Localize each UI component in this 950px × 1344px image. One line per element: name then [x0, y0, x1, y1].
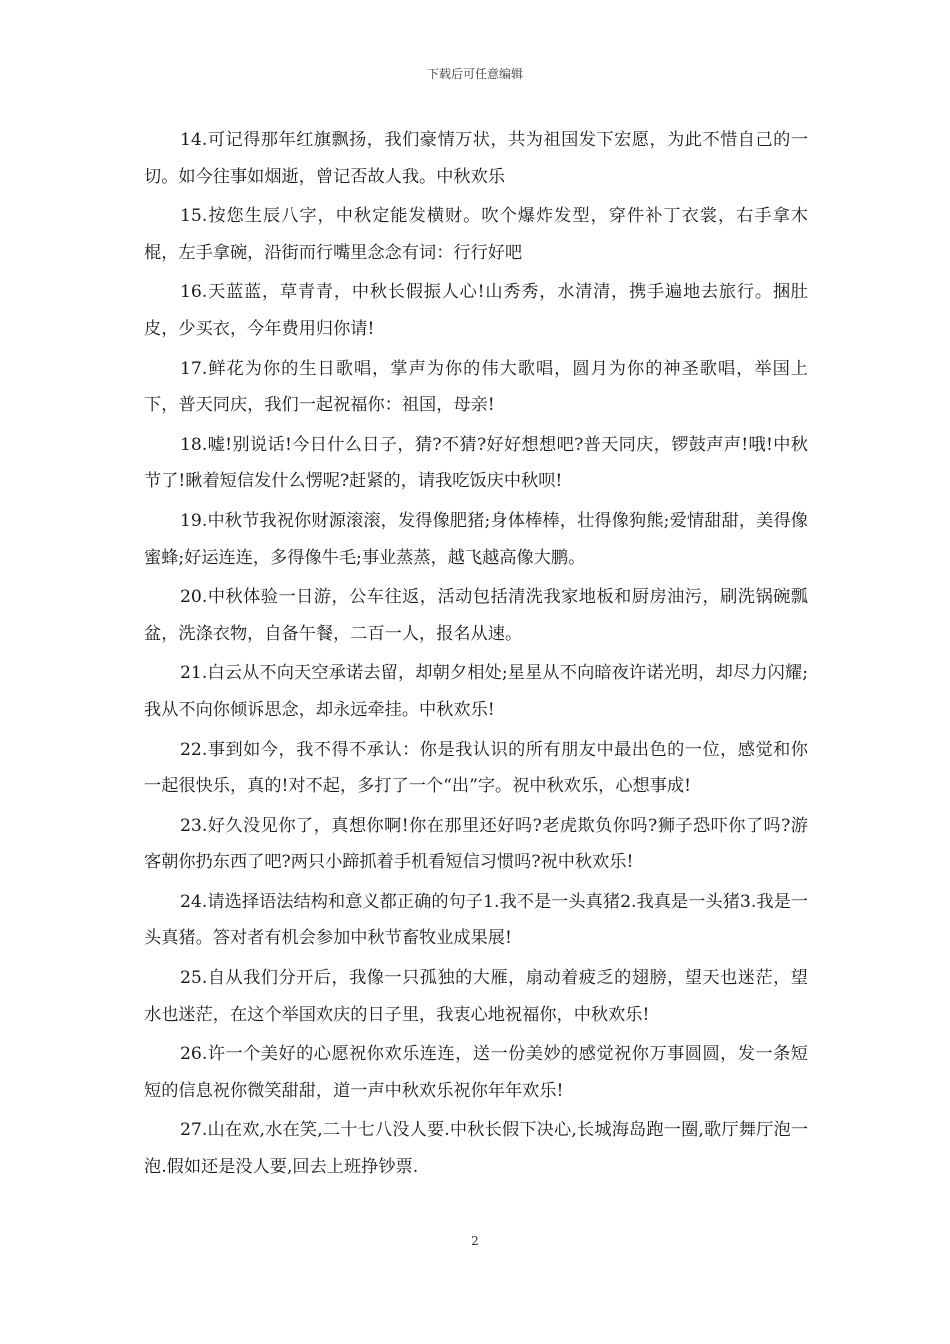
paragraph-17: 17.鲜花为你的生日歌唱，掌声为你的伟大歌唱，圆月为你的神圣歌唱，举国上下，普天同庆，我们一起祝福你：祖国，母亲!: [144, 358, 808, 416]
document-body: [144, 122, 808, 1189]
paragraph-19: 19.中秋节我祝你财源滚滚，发得像肥猪;身体棒棒，壮得像狗熊;爱情甜甜，美得像蜜蜂;好运连连，多得像牛毛;事业蒸蒸，越飞越高像大鹏。: [144, 510, 808, 568]
paragraph-23: 23.好久没见你了，真想你啊!你在那里还好吗?老虎欺负你吗?狮子恐吓你了吗?游客朝你扔东西了吧?两只小蹄抓着手机看短信习惯吗?祝中秋欢乐!: [144, 815, 808, 873]
paragraph-20: 20.中秋体验一日游，公车往返，活动包括清洗我家地板和厨房油污，刷洗锅碗瓢盆，洗涤衣物，自备午餐，二百一人，报名从速。: [144, 587, 808, 644]
paragraph-21: 21.白云从不向天空承诺去留，却朝夕相处;星星从不向暗夜许诺光明，却尽力闪耀;我从不向你倾诉思念，却永远牵挂。中秋欢乐!: [144, 663, 808, 720]
page-number: 2: [471, 1234, 479, 1248]
page-header: 下载后可任意编辑: [426, 67, 523, 81]
paragraph-25: 25.自从我们分开后，我像一只孤独的大雁，扇动着疲乏的翅膀，望天也迷茫，望水也迷茫，在这个举国欢庆的日子里，我衷心地祝福你，中秋欢乐!: [144, 968, 808, 1025]
paragraph-15: 15.按您生辰八字，中秋定能发横财。吹个爆炸发型，穿件补丁衣裳，右手拿木棍，左手拿碗，沿街而行嘴里念念有词：行行好吧: [144, 206, 808, 263]
paragraph-14: 14.可记得那年红旗飘扬，我们豪情万状，共为祖国发下宏愿，为此不惜自己的一切。如今往事如烟逝，曾记否故人我。中秋欢乐: [144, 130, 808, 187]
paragraph-26: 26.许一个美好的心愿祝你欢乐连连，送一份美妙的感觉祝你万事圆圆，发一条短短的信息祝你微笑甜甜，道一声中秋欢乐祝你年年欢乐!: [144, 1044, 808, 1101]
paragraph-27: 27.山在欢,水在笑,二十七八没人要.中秋长假下决心,长城海岛跑一圈,歌厅舞厅泡一泡.假如还是没人要,回去上班挣钞票.: [144, 1120, 808, 1178]
paragraph-24: 24.请选择语法结构和意义都正确的句子1.我不是一头真猪2.我真是一头猪3.我是一头真猪。答对者有机会参加中秋节畜牧业成果展!: [144, 891, 808, 949]
paragraph-16: 16.天蓝蓝，草青青，中秋长假振人心!山秀秀，水清清，携手遍地去旅行。捆肚皮，少买衣，今年费用归你请!: [144, 282, 808, 339]
paragraph-22: 22.事到如今，我不得不承认：你是我认识的所有朋友中最出色的一位，感觉和你一起很快乐，真的!对不起，多打了一个“出”字。祝中秋欢乐，心想事成!: [144, 739, 808, 797]
paragraph-18: 18.嘘!别说话!今日什么日子，猜?不猜?好好想想吧?普天同庆，锣鼓声声!哦!中秋节了!瞅着短信发什么愣呢?赶紧的，请我吃饭庆中秋呗!: [144, 434, 808, 492]
